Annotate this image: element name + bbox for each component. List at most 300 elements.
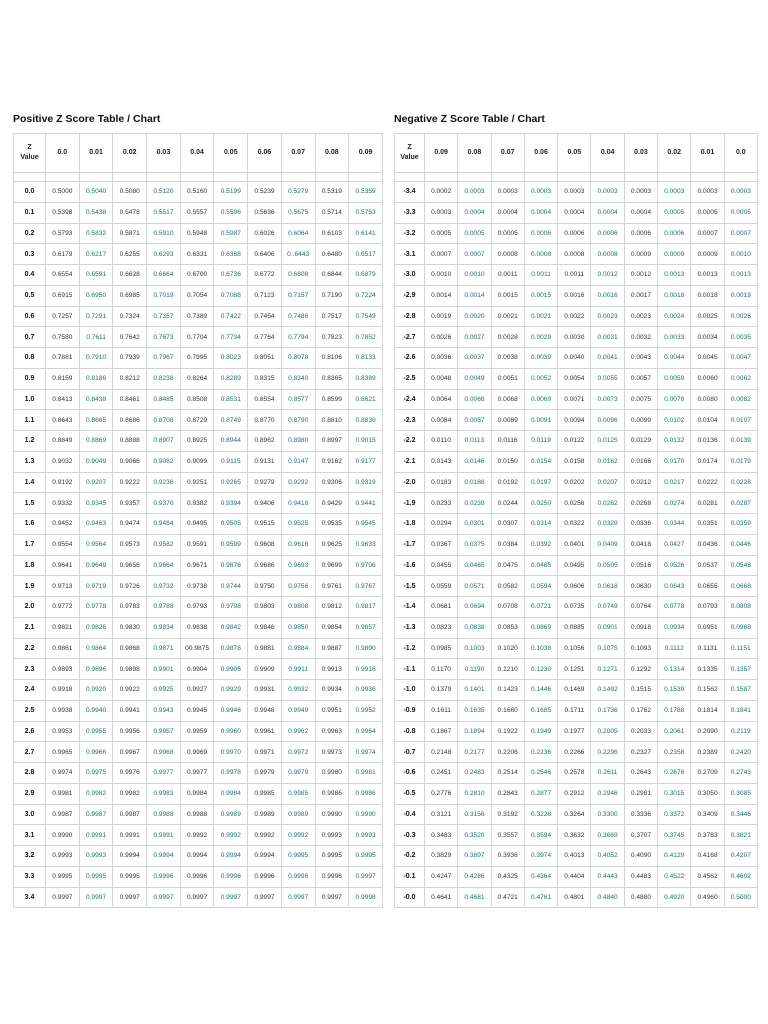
z-value-cell: -0.9 <box>395 700 425 721</box>
probability-cell: 0.9989 <box>281 804 315 825</box>
probability-cell: 0.0024 <box>658 306 691 327</box>
probability-cell: 0.1492 <box>591 680 624 701</box>
probability-cell: 0.9990 <box>349 804 383 825</box>
probability-cell: 0.0019 <box>425 306 458 327</box>
probability-cell: 0.0014 <box>458 285 491 306</box>
probability-cell: 0.9236 <box>147 472 181 493</box>
spacer-cell <box>658 173 691 182</box>
probability-cell: 0.8289 <box>214 368 248 389</box>
probability-cell: 0.9830 <box>113 617 147 638</box>
z-value-cell: -2.4 <box>395 389 425 410</box>
probability-cell: 0.5438 <box>79 202 113 223</box>
probability-cell: 0.9997 <box>79 887 113 908</box>
probability-cell: 0.2420 <box>724 742 757 763</box>
probability-cell: 0.7764 <box>248 327 282 348</box>
probability-cell: 0.8554 <box>248 389 282 410</box>
table-row <box>395 534 758 555</box>
probability-cell: 0.0694 <box>458 597 491 618</box>
probability-cell: 0.4207 <box>724 846 757 867</box>
probability-cell: 0.1314 <box>658 659 691 680</box>
probability-cell: 0.3936 <box>491 846 524 867</box>
spacer-cell <box>349 173 383 182</box>
probability-cell: 0.9279 <box>248 472 282 493</box>
probability-cell: 0.0003 <box>658 182 691 203</box>
table-row <box>14 493 383 514</box>
probability-cell: 0.9975 <box>79 763 113 784</box>
probability-cell: 0.0009 <box>658 244 691 265</box>
probability-cell: 0.0012 <box>624 265 657 286</box>
probability-cell: 0.0170 <box>658 451 691 472</box>
probability-cell: 0.4052 <box>591 846 624 867</box>
probability-cell: 0.0005 <box>458 223 491 244</box>
probability-cell: 0.7881 <box>46 348 80 369</box>
probability-cell: 0.0096 <box>591 410 624 431</box>
probability-cell: 0.7673 <box>147 327 181 348</box>
probability-cell: 0.9986 <box>349 783 383 804</box>
probability-cell: 0.9992 <box>281 825 315 846</box>
probability-cell: 0.5199 <box>214 182 248 203</box>
probability-cell: 0.1635 <box>458 700 491 721</box>
probability-cell: 0.0016 <box>591 285 624 306</box>
probability-cell: 0.2776 <box>425 783 458 804</box>
probability-cell: 0.0281 <box>691 493 724 514</box>
probability-cell: 0.1190 <box>458 659 491 680</box>
probability-cell: 0.9406 <box>248 493 282 514</box>
probability-cell: 0.9803 <box>248 597 282 618</box>
probability-cell: 0.0162 <box>591 451 624 472</box>
probability-cell: 0.9940 <box>79 700 113 721</box>
probability-cell: 0.5636 <box>248 202 282 223</box>
probability-cell: 0.0048 <box>425 368 458 389</box>
probability-cell: 0.8907 <box>147 431 181 452</box>
probability-cell: 0.3974 <box>524 846 557 867</box>
probability-cell: 0.7852 <box>349 327 383 348</box>
probability-cell: 0.1379 <box>425 680 458 701</box>
table-row <box>14 202 383 223</box>
probability-cell: 0.9345 <box>79 493 113 514</box>
probability-cell: 0.9956 <box>113 721 147 742</box>
probability-cell: 0.0129 <box>624 431 657 452</box>
probability-cell: 0.8159 <box>46 368 80 389</box>
probability-cell: 0.9968 <box>147 742 181 763</box>
table-row <box>14 742 383 763</box>
z-value-cell: -2.1 <box>395 451 425 472</box>
probability-cell: 0.0158 <box>558 451 591 472</box>
probability-cell: 0.0968 <box>724 617 757 638</box>
probability-cell: 0.0049 <box>458 368 491 389</box>
probability-cell: 0.2033 <box>624 721 657 742</box>
probability-cell: 0.0037 <box>458 348 491 369</box>
probability-cell: 0.6985 <box>113 285 147 306</box>
probability-cell: 0.0040 <box>558 348 591 369</box>
spacer-cell <box>691 173 724 182</box>
probability-cell: 0.6368 <box>214 244 248 265</box>
column-header: 0.09 <box>425 134 458 173</box>
probability-cell: 0.0005 <box>724 202 757 223</box>
probability-cell: 0.3409 <box>691 804 724 825</box>
probability-cell: 0.9986 <box>315 783 349 804</box>
probability-cell: 0.9994 <box>248 846 282 867</box>
probability-cell: 0.9834 <box>147 617 181 638</box>
probability-cell: 0.0582 <box>491 576 524 597</box>
probability-cell: 0.9960 <box>214 721 248 742</box>
table-row <box>14 182 383 203</box>
probability-cell: 0.0099 <box>624 410 657 431</box>
probability-cell: 00.9875 <box>180 638 214 659</box>
probability-cell: 0.0823 <box>425 617 458 638</box>
z-value-cell: 2.0 <box>14 597 46 618</box>
probability-cell: 0.0075 <box>624 389 657 410</box>
probability-cell: 0.9868 <box>113 638 147 659</box>
probability-cell: 0.8888 <box>113 431 147 452</box>
probability-cell: 0.4761 <box>524 887 557 908</box>
probability-cell: 0.9633 <box>349 534 383 555</box>
probability-cell: 0.9993 <box>79 846 113 867</box>
probability-cell: 0.8980 <box>281 431 315 452</box>
probability-cell: 0.7054 <box>180 285 214 306</box>
z-value-cell: -0.5 <box>395 783 425 804</box>
probability-cell: 0.4286 <box>458 866 491 887</box>
probability-cell: 0.2389 <box>691 742 724 763</box>
probability-cell: 0.1423 <box>491 680 524 701</box>
probability-cell: 0.0006 <box>658 223 691 244</box>
probability-cell: 0.0009 <box>624 244 657 265</box>
probability-cell: 0.9545 <box>349 514 383 535</box>
probability-cell: 0.9969 <box>180 742 214 763</box>
probability-cell: 0.2946 <box>591 783 624 804</box>
z-value-cell: 1.2 <box>14 431 46 452</box>
probability-cell: 0.0032 <box>624 327 657 348</box>
probability-cell: 0.9788 <box>147 597 181 618</box>
z-value-cell: 3.4 <box>14 887 46 908</box>
probability-cell: 0.9991 <box>79 825 113 846</box>
z-value-cell: -2.9 <box>395 285 425 306</box>
table-row <box>14 700 383 721</box>
table-row <box>14 223 383 244</box>
probability-cell: 0.0192 <box>491 472 524 493</box>
probability-cell: 0.9918 <box>46 680 80 701</box>
probability-cell: 0.9222 <box>113 472 147 493</box>
probability-cell: 0.0735 <box>558 597 591 618</box>
table-row <box>14 265 383 286</box>
z-value-cell: -2.5 <box>395 368 425 389</box>
probability-cell: 0.9761 <box>315 576 349 597</box>
probability-cell: 0.9946 <box>214 700 248 721</box>
probability-cell: 0.1038 <box>524 638 557 659</box>
probability-cell: 0.6217 <box>79 244 113 265</box>
probability-cell: 0.9678 <box>214 555 248 576</box>
z-value-cell: 2.5 <box>14 700 46 721</box>
probability-cell: 0.9826 <box>79 617 113 638</box>
probability-cell: 0.1056 <box>558 638 591 659</box>
probability-cell: 0.1251 <box>558 659 591 680</box>
probability-cell: 0.9977 <box>180 763 214 784</box>
probability-cell: 0.9974 <box>46 763 80 784</box>
probability-cell: 0.0985 <box>425 638 458 659</box>
probability-cell: 0.0016 <box>558 285 591 306</box>
probability-cell: 0.0003 <box>524 182 557 203</box>
probability-cell: 0.1335 <box>691 659 724 680</box>
spacer-cell <box>46 173 80 182</box>
probability-cell: 0.6517 <box>349 244 383 265</box>
probability-cell: 0.9984 <box>214 783 248 804</box>
probability-cell: 0.9997 <box>349 866 383 887</box>
probability-cell: 0.9251 <box>180 472 214 493</box>
table-row <box>14 659 383 680</box>
probability-cell: 0.9953 <box>46 721 80 742</box>
probability-cell: 0.3707 <box>624 825 657 846</box>
z-value-cell: 0.5 <box>14 285 46 306</box>
probability-cell: 0.1020 <box>491 638 524 659</box>
probability-cell: 0.0084 <box>425 410 458 431</box>
probability-cell: 0.9032 <box>46 451 80 472</box>
probability-cell: 0.0146 <box>458 451 491 472</box>
table-row <box>14 783 383 804</box>
probability-cell: 0.9418 <box>281 493 315 514</box>
probability-cell: 0.9941 <box>113 700 147 721</box>
probability-cell: 0.7794 <box>281 327 315 348</box>
probability-cell: 0.9997 <box>46 887 80 908</box>
probability-cell: 0.0080 <box>691 389 724 410</box>
probability-cell: 0.0166 <box>624 451 657 472</box>
probability-cell: 0.0004 <box>458 202 491 223</box>
table-row <box>395 783 758 804</box>
probability-cell: 0.9976 <box>113 763 147 784</box>
z-value-cell: 1.5 <box>14 493 46 514</box>
probability-cell: 0.9162 <box>315 451 349 472</box>
probability-cell: 0.4641 <box>425 887 458 908</box>
probability-cell: 0.9525 <box>281 514 315 535</box>
probability-cell: 0.9474 <box>113 514 147 535</box>
probability-cell: 0.7422 <box>214 306 248 327</box>
column-header: 0.02 <box>113 134 147 173</box>
probability-cell: 0.0104 <box>691 410 724 431</box>
probability-cell: 0.0094 <box>558 410 591 431</box>
column-header: 0.01 <box>79 134 113 173</box>
probability-cell: 0.9564 <box>79 534 113 555</box>
positive-z-panel <box>13 112 383 908</box>
probability-cell: 0.0008 <box>558 244 591 265</box>
probability-cell: 0.1894 <box>458 721 491 742</box>
negative-z-table <box>394 133 758 908</box>
probability-cell: 0.0174 <box>691 451 724 472</box>
probability-cell: 0.8577 <box>281 389 315 410</box>
negative-z-panel <box>394 112 758 908</box>
probability-cell: 0.1587 <box>724 680 757 701</box>
probability-cell: 0.9948 <box>248 700 282 721</box>
z-value-cell: -3.3 <box>395 202 425 223</box>
probability-cell: 0.0256 <box>558 493 591 514</box>
probability-cell: 0.0011 <box>558 265 591 286</box>
probability-cell: 0.0351 <box>691 514 724 535</box>
probability-cell: 0.9979 <box>281 763 315 784</box>
column-header: 0.04 <box>591 134 624 173</box>
probability-cell: 0.0008 <box>524 244 557 265</box>
probability-cell: 0.0329 <box>591 514 624 535</box>
column-header: 0.01 <box>691 134 724 173</box>
probability-cell: 0.7967 <box>147 348 181 369</box>
table-row <box>14 389 383 410</box>
probability-cell: 0.4325 <box>491 866 524 887</box>
table-row <box>395 659 758 680</box>
probability-cell: 0.9925 <box>147 680 181 701</box>
z-value-cell: 0.8 <box>14 348 46 369</box>
probability-cell: 0.0021 <box>491 306 524 327</box>
probability-cell: 0.9783 <box>113 597 147 618</box>
table-row <box>395 846 758 867</box>
table-row <box>14 244 383 265</box>
probability-cell: 0.8413 <box>46 389 80 410</box>
probability-cell: 0.0749 <box>591 597 624 618</box>
probability-cell: 0.6480 <box>315 244 349 265</box>
probability-cell: 0.6331 <box>180 244 214 265</box>
table-row <box>14 514 383 535</box>
probability-cell: 0.0013 <box>724 265 757 286</box>
probability-cell: 0.0022 <box>558 306 591 327</box>
probability-cell: 0.3121 <box>425 804 458 825</box>
probability-cell: 0.2483 <box>458 763 491 784</box>
probability-cell: 0.8686 <box>113 410 147 431</box>
probability-cell: 0.9995 <box>46 866 80 887</box>
z-value-cell: -1.6 <box>395 555 425 576</box>
table-row <box>14 431 383 452</box>
probability-cell: 0.3632 <box>558 825 591 846</box>
probability-cell: 0.9984 <box>180 783 214 804</box>
probability-cell: 0.9995 <box>349 846 383 867</box>
probability-cell: 0.9991 <box>113 825 147 846</box>
probability-cell: 0.9515 <box>248 514 282 535</box>
z-value-cell: 3.0 <box>14 804 46 825</box>
probability-cell: 0.9931 <box>248 680 282 701</box>
probability-cell: 0.1711 <box>558 700 591 721</box>
spacer-cell <box>14 173 46 182</box>
column-header: 0.0 <box>724 134 757 173</box>
z-value-cell: 0.6 <box>14 306 46 327</box>
probability-cell: 0.8810 <box>315 410 349 431</box>
probability-cell: 0.0026 <box>724 306 757 327</box>
z-value-cell: -0.2 <box>395 846 425 867</box>
z-value-cell: 2.8 <box>14 763 46 784</box>
probability-cell: 0.2358 <box>658 742 691 763</box>
probability-cell: 0.4404 <box>558 866 591 887</box>
probability-cell: 0.0011 <box>491 265 524 286</box>
column-header: 0.05 <box>214 134 248 173</box>
probability-cell: 0.1611 <box>425 700 458 721</box>
probability-cell: 0.0023 <box>591 306 624 327</box>
spacer-row <box>395 173 758 182</box>
probability-cell: 0.9996 <box>180 866 214 887</box>
z-value-cell: 1.6 <box>14 514 46 535</box>
probability-cell: 0.2266 <box>558 742 591 763</box>
probability-cell: 0.4013 <box>558 846 591 867</box>
probability-cell: 0.7486 <box>281 306 315 327</box>
probability-cell: 0.7257 <box>46 306 80 327</box>
z-value-cell: -3.4 <box>395 182 425 203</box>
probability-cell: 0.5239 <box>248 182 282 203</box>
probability-cell: 0.0007 <box>724 223 757 244</box>
probability-cell: 0.9952 <box>349 700 383 721</box>
probability-cell: 0.0054 <box>558 368 591 389</box>
z-value-cell: 1.3 <box>14 451 46 472</box>
probability-cell: 0.6026 <box>248 223 282 244</box>
probability-cell: 0.0005 <box>691 202 724 223</box>
probability-cell: 0.0006 <box>524 223 557 244</box>
probability-cell: 0.9582 <box>147 534 181 555</box>
probability-cell: 0.5714 <box>315 202 349 223</box>
z-value-cell: 2.9 <box>14 783 46 804</box>
probability-cell: 0.9980 <box>315 763 349 784</box>
probability-cell: 0.2451 <box>425 763 458 784</box>
probability-cell: 0.7019 <box>147 285 181 306</box>
table-row <box>14 721 383 742</box>
table-row <box>395 555 758 576</box>
probability-cell: 0.9943 <box>147 700 181 721</box>
column-header: 0.07 <box>281 134 315 173</box>
probability-cell: 0.0062 <box>724 368 757 389</box>
probability-cell: 0.9922 <box>113 680 147 701</box>
probability-cell: 0.2743 <box>724 763 757 784</box>
probability-cell: 0.0066 <box>458 389 491 410</box>
probability-cell: 0.9793 <box>180 597 214 618</box>
z-value-cell: -1.3 <box>395 617 425 638</box>
probability-cell: 0.0102 <box>658 410 691 431</box>
probability-cell: 0.9429 <box>315 493 349 514</box>
header-row <box>395 134 758 173</box>
z-value-cell: 3.3 <box>14 866 46 887</box>
probability-cell: 0.1841 <box>724 700 757 721</box>
table-row <box>14 327 383 348</box>
z-value-cell: -2.2 <box>395 431 425 452</box>
probability-cell: 0.9066 <box>113 451 147 472</box>
column-header: 0.02 <box>658 134 691 173</box>
probability-cell: 0.4801 <box>558 887 591 908</box>
probability-cell: 0.9987 <box>113 804 147 825</box>
table-row <box>395 825 758 846</box>
probability-cell: 0.9913 <box>315 659 349 680</box>
probability-cell: 0.9463 <box>79 514 113 535</box>
column-header: 0.09 <box>349 134 383 173</box>
probability-cell: 0.0505 <box>591 555 624 576</box>
probability-cell: 0.0793 <box>691 597 724 618</box>
probability-cell: 0.8438 <box>79 389 113 410</box>
probability-cell: 0.1867 <box>425 721 458 742</box>
probability-cell: 0.0183 <box>425 472 458 493</box>
probability-cell: 0.5279 <box>281 182 315 203</box>
probability-cell: 0.0009 <box>691 244 724 265</box>
table-row <box>395 182 758 203</box>
probability-cell: 0.0375 <box>458 534 491 555</box>
table-row <box>14 348 383 369</box>
spacer-cell <box>491 173 524 182</box>
table-row <box>14 866 383 887</box>
probability-cell: 0.9207 <box>79 472 113 493</box>
z-value-cell: 2.3 <box>14 659 46 680</box>
table-row <box>395 431 758 452</box>
probability-cell: 0.9616 <box>281 534 315 555</box>
column-header: 0.03 <box>624 134 657 173</box>
probability-cell: 0.4840 <box>591 887 624 908</box>
probability-cell: 0.1075 <box>591 638 624 659</box>
probability-cell: 0.9982 <box>113 783 147 804</box>
table-row <box>395 389 758 410</box>
probability-cell: 0.0031 <box>591 327 624 348</box>
probability-cell: 0.2061 <box>658 721 691 742</box>
probability-cell: 0.0014 <box>425 285 458 306</box>
probability-cell: 0.0018 <box>691 285 724 306</box>
probability-cell: 0.9778 <box>79 597 113 618</box>
probability-cell: 0.9967 <box>113 742 147 763</box>
probability-cell: 0.0262 <box>591 493 624 514</box>
